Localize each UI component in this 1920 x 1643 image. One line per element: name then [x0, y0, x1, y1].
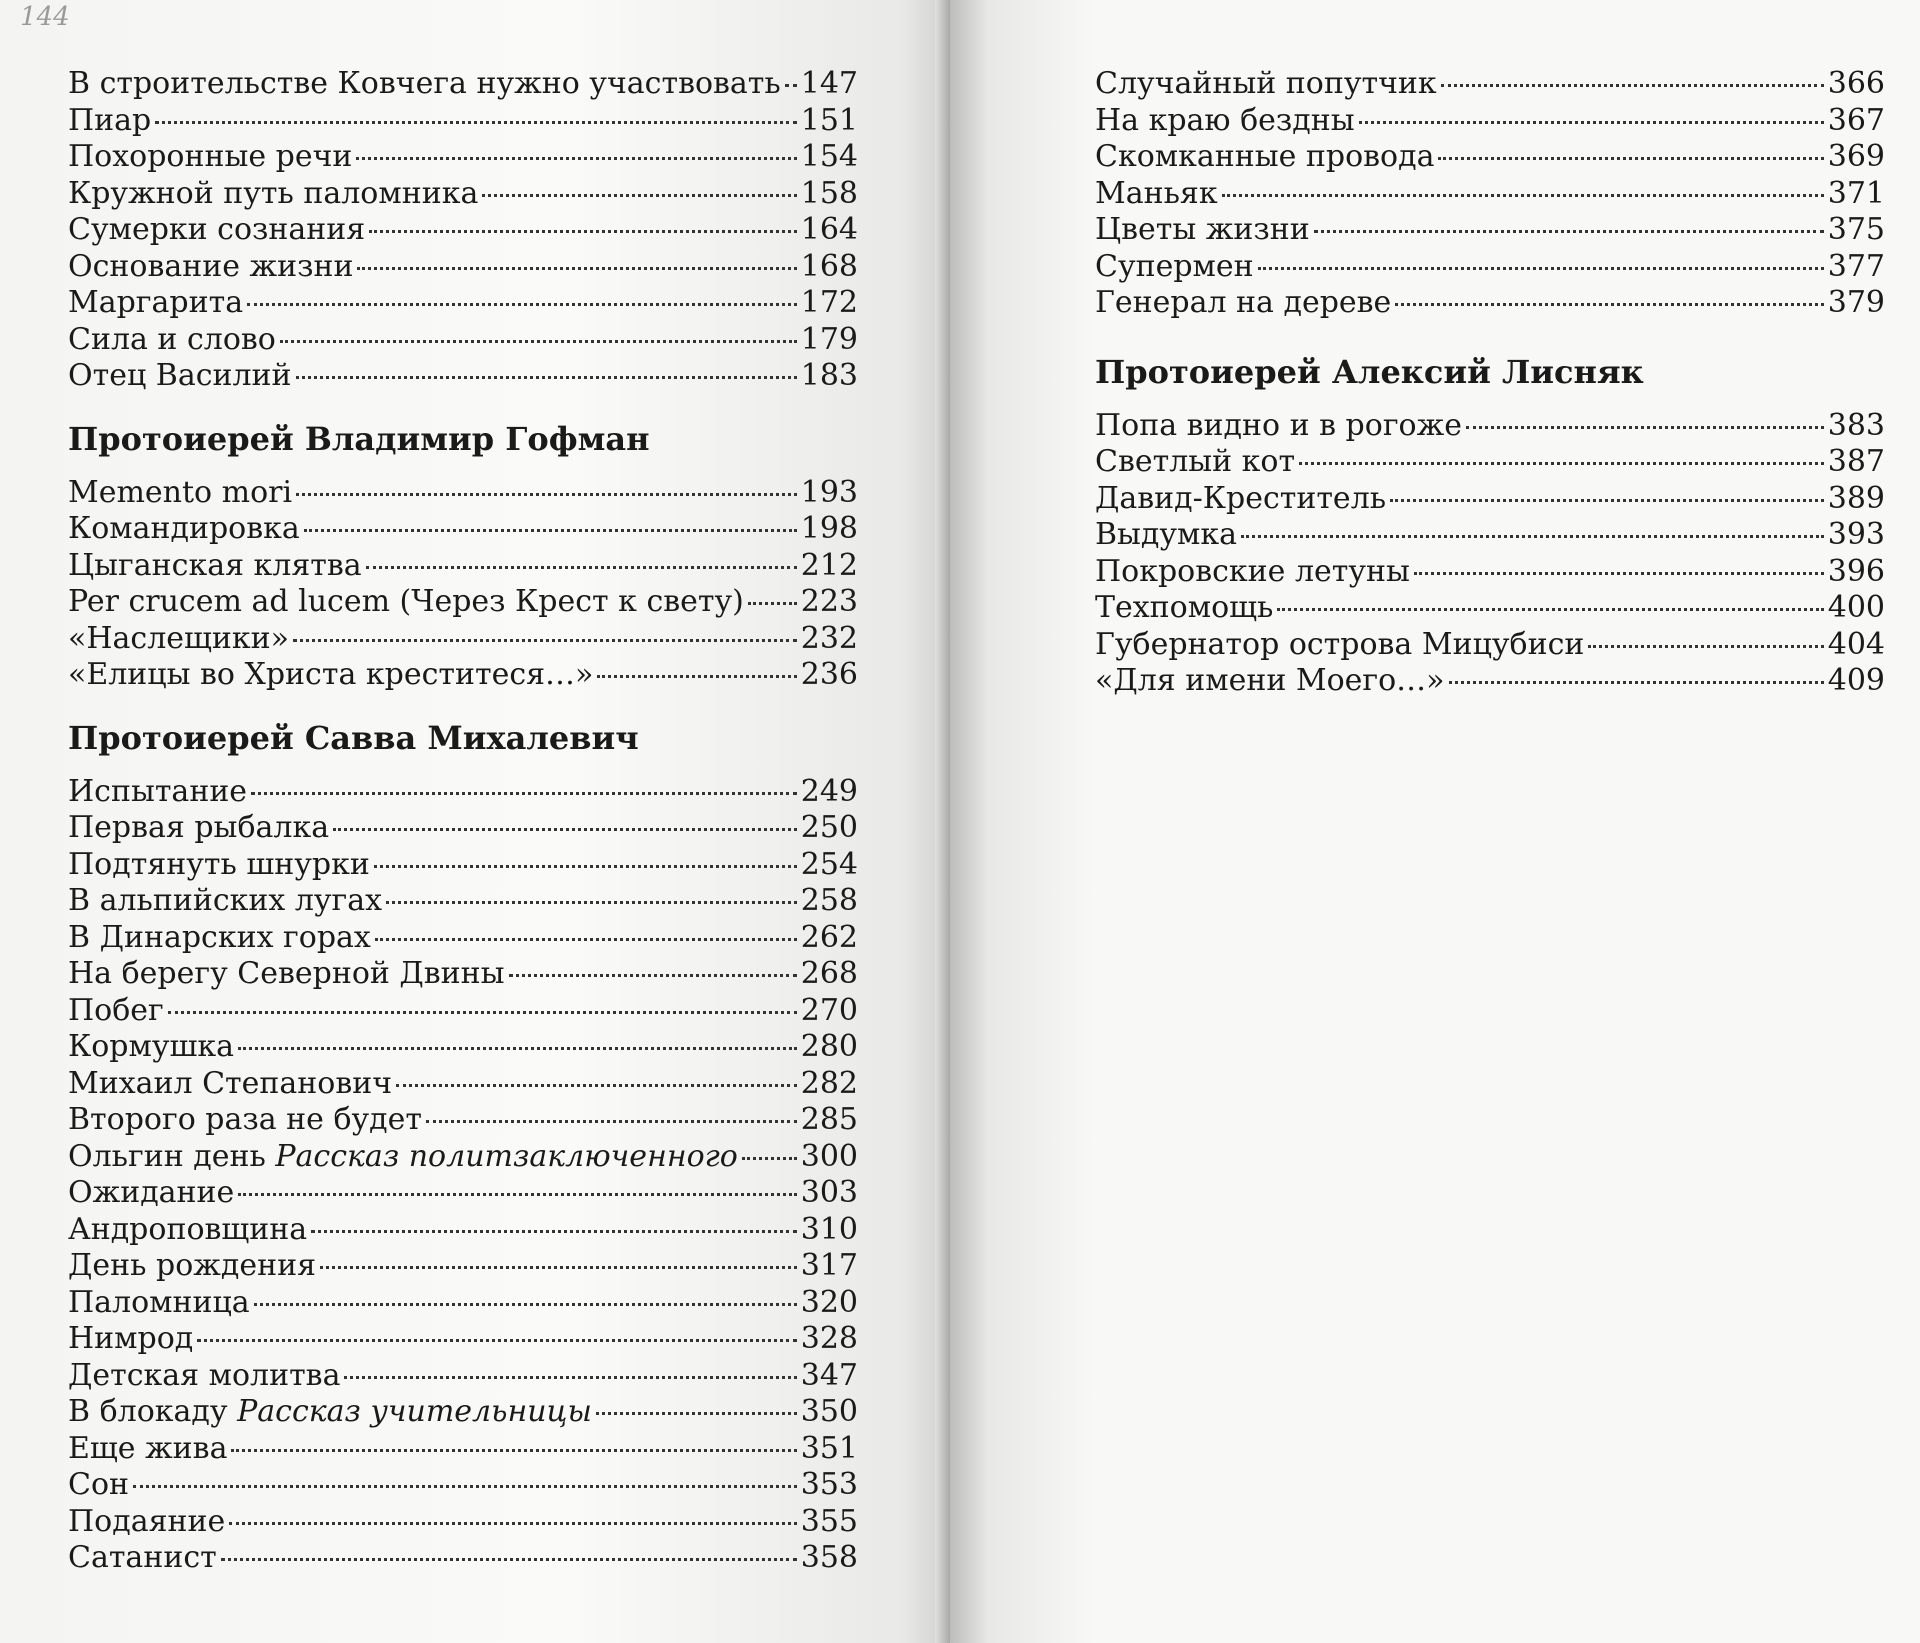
- toc-entry-title: [68, 774, 247, 811]
- toc-entry-title-text: Цветы жизни: [1095, 212, 1310, 247]
- toc-entry: [68, 883, 858, 920]
- toc-entry-title-text: Губернатор острова Мицубиси: [1095, 626, 1585, 662]
- toc-entry-title-text: Ожидание: [68, 1175, 235, 1210]
- section-heading: Протоиерей Владимир Гофман: [68, 419, 650, 458]
- toc-entry-title: [1095, 139, 1434, 176]
- toc-entry-title: [68, 1321, 193, 1358]
- dot-leader: [296, 493, 797, 496]
- toc-entry-title-text: Сон: [68, 1467, 130, 1502]
- toc-entry-title-text: Скомканные провода: [1095, 139, 1435, 174]
- toc-entry: [68, 920, 858, 957]
- dot-leader: [426, 1120, 797, 1123]
- toc-entry-page: 183: [800, 358, 858, 393]
- toc-entry-title-text: Командировка: [68, 511, 300, 546]
- toc-entry-title-text: Цыганская клятва: [68, 547, 362, 583]
- dot-leader: [1299, 462, 1824, 465]
- toc-entry-title-text: Андроповщина: [68, 1211, 308, 1247]
- toc-entry-title-text: Сатанист: [68, 1540, 217, 1575]
- toc-entry-title-text: В Динарских горах: [68, 919, 371, 955]
- toc-entry: [68, 774, 858, 811]
- dot-leader: [1449, 681, 1824, 684]
- toc-entry: [68, 1212, 858, 1249]
- dot-leader: [785, 84, 797, 87]
- toc-entry-page: 232: [800, 620, 858, 656]
- toc-entry: [68, 212, 858, 249]
- toc-entry-title-text: В строительстве Ковчега нужно участвовать: [68, 66, 781, 101]
- toc-entry-page: 371: [1827, 175, 1885, 211]
- toc-entry-title-text: В альпийских лугах: [68, 883, 383, 918]
- toc-entry-page: 285: [800, 1102, 858, 1137]
- toc-entry-title-text: Основание жизни: [68, 248, 354, 284]
- toc-entry-page: 151: [800, 102, 858, 138]
- toc-entry-title: [1095, 517, 1237, 554]
- toc-entry-page: 172: [800, 285, 858, 320]
- toc-entry-page: 358: [800, 1540, 858, 1575]
- toc-entry-page: 223: [800, 584, 858, 619]
- toc-entry: [68, 847, 858, 884]
- dot-leader: [1441, 84, 1824, 87]
- toc-entry-page: 367: [1827, 102, 1885, 138]
- toc-entry: [68, 1321, 858, 1358]
- toc-entry-title: [1095, 285, 1391, 322]
- toc-entry-title-text: Маргарита: [68, 285, 244, 320]
- toc-entry-title: [1095, 481, 1386, 518]
- toc-entry-title-text: Пиар: [68, 102, 152, 138]
- toc-entry-title: [1095, 663, 1445, 700]
- toc-entry-page: 355: [800, 1503, 858, 1539]
- toc-entry: [1095, 481, 1885, 518]
- toc-entry-page: 250: [800, 810, 858, 845]
- toc-entry-title: [68, 1540, 217, 1577]
- toc-entry-title-text: Маньяк: [1095, 175, 1218, 211]
- toc-entry: [68, 584, 858, 621]
- toc-entry-page: 366: [1827, 66, 1885, 101]
- toc-entry-title: [68, 1175, 234, 1212]
- toc-entry-title-text: «Для имени Моего…»: [1095, 663, 1445, 698]
- toc-entry-title: [1095, 444, 1295, 481]
- dot-leader: [229, 1522, 796, 1525]
- toc-entry: [68, 1175, 858, 1212]
- toc-entry: [68, 657, 858, 694]
- toc-entry-title-text: День рождения: [68, 1248, 317, 1283]
- toc-entry-title: [68, 548, 362, 585]
- dot-leader: [333, 828, 797, 831]
- toc-entry-page: 249: [800, 773, 858, 809]
- toc-entry: [68, 810, 858, 847]
- dot-leader: [386, 901, 797, 904]
- toc-entry-title-text: «Елицы во Христа креститеся…»: [68, 657, 594, 692]
- toc-entry-title-text: Похоронные речи: [68, 139, 353, 174]
- left-toc: [68, 66, 858, 1577]
- toc-entry-title-text: Еще жива: [68, 1430, 228, 1466]
- toc-group: [1095, 408, 1885, 700]
- dot-leader: [396, 1084, 797, 1087]
- toc-entry-title-text: Детская молитва: [68, 1357, 341, 1393]
- toc-entry-title-text: Memento mori: [68, 474, 293, 510]
- toc-entry: [1095, 285, 1885, 322]
- dot-leader: [1222, 194, 1824, 197]
- toc-entry-title: [1095, 590, 1273, 627]
- toc-entry-page: 254: [800, 846, 858, 882]
- toc-entry: [68, 511, 858, 548]
- dot-leader: [1588, 645, 1823, 648]
- dot-leader: [1258, 267, 1824, 270]
- toc-entry: [1095, 249, 1885, 286]
- toc-entry-page: 353: [800, 1467, 858, 1502]
- toc-entry-page: 300: [800, 1138, 858, 1174]
- toc-entry: [68, 1394, 858, 1431]
- dot-leader: [251, 792, 797, 795]
- toc-entry-page: 369: [1827, 139, 1885, 174]
- toc-entry: [1095, 444, 1885, 481]
- toc-entry-page: 147: [800, 66, 858, 101]
- toc-entry-title: [68, 285, 243, 322]
- dot-leader: [221, 1558, 797, 1561]
- toc-entry-title: [68, 847, 370, 884]
- dot-leader: [742, 1157, 797, 1160]
- toc-entry-title: [68, 621, 289, 658]
- toc-entry-title: [68, 66, 781, 103]
- dot-leader: [482, 194, 796, 197]
- toc-entry-title-text: На берегу Северной Двины: [68, 956, 505, 991]
- dot-leader: [320, 1266, 797, 1269]
- toc-entry-page: 347: [800, 1357, 858, 1393]
- toc-entry: [68, 66, 858, 103]
- toc-entry-page: 400: [1827, 590, 1885, 625]
- dot-leader: [1390, 499, 1824, 502]
- dot-leader: [1314, 230, 1824, 233]
- toc-entry-title-text: Кормушка: [68, 1029, 234, 1064]
- toc-entry-title-text: Испытание: [68, 773, 248, 809]
- toc-entry-page: 198: [800, 511, 858, 546]
- toc-entry: [1095, 139, 1885, 176]
- toc-entry-page: 389: [1827, 480, 1885, 516]
- toc-entry-title-text: Супермен: [1095, 248, 1254, 284]
- toc-entry: [68, 103, 858, 140]
- toc-entry-title-text: Светлый кот: [1095, 444, 1296, 479]
- toc-entry-title: [68, 1102, 422, 1139]
- toc-entry-page: 383: [1827, 407, 1885, 443]
- toc-entry-title: [68, 584, 744, 621]
- toc-entry-title: [68, 1139, 738, 1176]
- dot-leader: [231, 1449, 796, 1452]
- toc-entry-page: 270: [800, 992, 858, 1028]
- toc-entry: [68, 548, 858, 585]
- section-heading: Протоиерей Алексий Лисняк: [1095, 352, 1644, 391]
- toc-entry-title-text: «Наслещики»: [68, 620, 290, 656]
- toc-group: [68, 774, 858, 1577]
- toc-entry-title: [1095, 554, 1410, 591]
- toc-entry: [68, 1431, 858, 1468]
- toc-entry-title: [68, 956, 505, 993]
- toc-entry-title-text: Попа видно и в рогоже: [1095, 407, 1462, 443]
- dot-leader: [1414, 572, 1824, 575]
- toc-entry-title: [68, 1285, 250, 1322]
- toc-entry-title: [1095, 408, 1462, 445]
- toc-entry-page: 387: [1827, 444, 1885, 479]
- dot-leader: [356, 157, 796, 160]
- toc-group: [68, 66, 858, 395]
- toc-entry-title-text: Михаил Степанович: [68, 1065, 393, 1101]
- toc-entry-title: [68, 657, 593, 694]
- toc-entry-page: 303: [800, 1175, 858, 1210]
- toc-entry: [1095, 212, 1885, 249]
- dot-leader: [296, 376, 797, 379]
- toc-entry-page: 375: [1827, 212, 1885, 247]
- toc-entry-title: [1095, 627, 1584, 664]
- toc-entry-title: [68, 993, 164, 1030]
- toc-entry-title: [68, 1358, 340, 1395]
- dot-leader: [1241, 535, 1824, 538]
- toc-entry-title: [68, 1248, 316, 1285]
- toc-entry-title: [68, 511, 300, 548]
- dot-leader: [133, 1485, 797, 1488]
- toc-entry-title-text: Сумерки сознания: [68, 212, 366, 247]
- toc-entry: [68, 621, 858, 658]
- dot-leader: [344, 1376, 796, 1379]
- toc-entry: [1095, 590, 1885, 627]
- toc-entry-page: 164: [800, 212, 858, 247]
- toc-entry: [68, 1358, 858, 1395]
- dot-leader: [293, 639, 797, 642]
- toc-entry-title-text: Сила и слово: [68, 321, 276, 357]
- toc-entry-title: [1095, 66, 1437, 103]
- toc-entry-page: 154: [800, 139, 858, 174]
- dot-leader: [247, 303, 797, 306]
- toc-entry: [68, 358, 858, 395]
- toc-entry-title-text: Выдумка: [1095, 517, 1238, 552]
- toc-entry-page: 317: [800, 1248, 858, 1283]
- toc-entry-title-text: Генерал на дереве: [1095, 285, 1392, 320]
- toc-entry-title-text: Покровские летуны: [1095, 553, 1410, 589]
- toc-entry-page: 282: [800, 1065, 858, 1101]
- toc-entry: [68, 1102, 858, 1139]
- toc-entry: [68, 1540, 858, 1577]
- toc-entry-title-text: Случайный попутчик: [1095, 66, 1437, 101]
- toc-entry-title: [68, 810, 329, 847]
- dot-leader: [254, 1303, 797, 1306]
- toc-entry-title-text: Побег: [68, 992, 164, 1028]
- toc-entry: [1095, 408, 1885, 445]
- toc-entry-title-text: Кружной путь паломника: [68, 175, 479, 211]
- toc-entry-page: 179: [800, 321, 858, 357]
- toc-entry-title-text: Давид-Креститель: [1095, 480, 1387, 516]
- toc-entry: [1095, 554, 1885, 591]
- toc-entry-page: 379: [1827, 285, 1885, 320]
- toc-entry-page: 212: [800, 547, 858, 583]
- toc-entry: [68, 1248, 858, 1285]
- dot-leader: [1438, 157, 1823, 160]
- toc-entry-title: [68, 920, 371, 957]
- toc-entry-title-text: Нимрод: [68, 1321, 194, 1356]
- toc-entry-page: 262: [800, 919, 858, 955]
- toc-entry: [68, 1029, 858, 1066]
- toc-entry-title: [1095, 103, 1355, 140]
- dot-leader: [748, 602, 797, 605]
- toc-entry-title-text: На краю бездны: [1095, 102, 1355, 138]
- dot-leader: [197, 1339, 797, 1342]
- toc-entry-page: 236: [800, 657, 858, 692]
- toc-entry-page: 396: [1827, 553, 1885, 589]
- toc-entry-title-text: Первая рыбалка: [68, 810, 330, 845]
- toc-entry-title: [68, 1467, 129, 1504]
- toc-entry: [68, 1139, 858, 1176]
- dot-leader: [597, 675, 796, 678]
- right-toc: [1095, 66, 1885, 700]
- toc-entry: [1095, 176, 1885, 213]
- toc-entry-title: [68, 1394, 592, 1431]
- toc-entry-title-text: Второго раза не будет: [68, 1102, 422, 1137]
- dot-leader: [1359, 121, 1824, 124]
- toc-entry-title: [1095, 176, 1218, 213]
- toc-entry-title: [68, 1066, 392, 1103]
- running-head: 144: [20, 2, 70, 32]
- toc-entry-title: [68, 358, 292, 395]
- toc-entry: [68, 475, 858, 512]
- toc-entry-title-text: Паломница: [68, 1284, 250, 1320]
- toc-entry-subtitle: Рассказ учительницы: [237, 1394, 592, 1429]
- toc-entry-title: [68, 212, 365, 249]
- toc-entry-title: [68, 103, 151, 140]
- toc-entry: [1095, 103, 1885, 140]
- toc-entry-title-text: Техпомощь: [1095, 590, 1274, 625]
- dot-leader: [357, 267, 796, 270]
- section-heading: Протоиерей Савва Михалевич: [68, 718, 639, 757]
- toc-entry-page: 258: [800, 883, 858, 918]
- toc-entry-title: [68, 139, 352, 176]
- toc-entry-page: 350: [800, 1394, 858, 1429]
- dot-leader: [374, 865, 797, 868]
- toc-entry-title-text: Per crucem ad lucem (Через Крест к свету): [68, 584, 744, 619]
- toc-entry-title: [68, 176, 478, 213]
- toc-entry: [68, 176, 858, 213]
- dot-leader: [280, 340, 797, 343]
- toc-entry: [1095, 517, 1885, 554]
- toc-entry-title: [1095, 249, 1254, 286]
- dot-leader: [509, 974, 797, 977]
- dot-leader: [1466, 426, 1824, 429]
- toc-entry-page: 404: [1827, 626, 1885, 662]
- toc-entry-title-text: В блокаду: [68, 1394, 228, 1429]
- toc-entry-title-text: Ольгин день: [68, 1138, 266, 1174]
- toc-entry-title-text: Подтянуть шнурки: [68, 846, 370, 882]
- toc-entry-page: 193: [800, 474, 858, 510]
- toc-entry: [68, 1467, 858, 1504]
- toc-group: [1095, 66, 1885, 322]
- dot-leader: [304, 529, 797, 532]
- dot-leader: [155, 121, 796, 124]
- toc-entry: [1095, 663, 1885, 700]
- toc-entry-subtitle: Рассказ политзаключенного: [275, 1138, 738, 1174]
- toc-entry-page: 168: [800, 248, 858, 284]
- toc-entry-page: 328: [800, 1321, 858, 1356]
- toc-entry: [1095, 66, 1885, 103]
- dot-leader: [369, 230, 797, 233]
- toc-entry-title: [68, 1029, 234, 1066]
- toc-entry-title: [68, 1212, 307, 1249]
- toc-entry-page: 320: [800, 1284, 858, 1320]
- toc-entry-title: [68, 1431, 227, 1468]
- toc-group: [68, 475, 858, 694]
- dot-leader: [596, 1412, 797, 1415]
- toc-entry-page: 158: [800, 175, 858, 211]
- toc-entry: [68, 1504, 858, 1541]
- dot-leader: [366, 566, 797, 569]
- toc-entry-title: [68, 249, 353, 286]
- left-page: [0, 0, 950, 1643]
- toc-entry-title: [68, 883, 382, 920]
- dot-leader: [238, 1193, 796, 1196]
- toc-entry-page: 409: [1827, 663, 1885, 698]
- toc-entry-page: 310: [800, 1211, 858, 1247]
- dot-leader: [1395, 303, 1823, 306]
- toc-entry: [68, 993, 858, 1030]
- toc-entry: [68, 139, 858, 176]
- toc-entry-page: 280: [800, 1029, 858, 1064]
- toc-entry: [68, 285, 858, 322]
- toc-entry-page: 377: [1827, 248, 1885, 284]
- toc-entry: [68, 249, 858, 286]
- toc-entry-page: 268: [800, 956, 858, 991]
- toc-entry: [68, 322, 858, 359]
- dot-leader: [1277, 608, 1823, 611]
- toc-entry-page: 351: [800, 1430, 858, 1466]
- dot-leader: [311, 1230, 797, 1233]
- toc-entry: [1095, 627, 1885, 664]
- dot-leader: [375, 938, 797, 941]
- toc-entry-title-text: Отец Василий: [68, 358, 292, 393]
- toc-entry: [68, 1066, 858, 1103]
- dot-leader: [168, 1011, 797, 1014]
- toc-entry-page: 393: [1827, 517, 1885, 552]
- toc-entry-title: [68, 322, 276, 359]
- toc-entry: [68, 1285, 858, 1322]
- dot-leader: [238, 1047, 797, 1050]
- toc-entry-title: [1095, 212, 1310, 249]
- toc-entry: [68, 956, 858, 993]
- toc-entry-title: [68, 1504, 225, 1541]
- toc-entry-title: [68, 475, 292, 512]
- toc-entry-title-text: Подаяние: [68, 1503, 226, 1539]
